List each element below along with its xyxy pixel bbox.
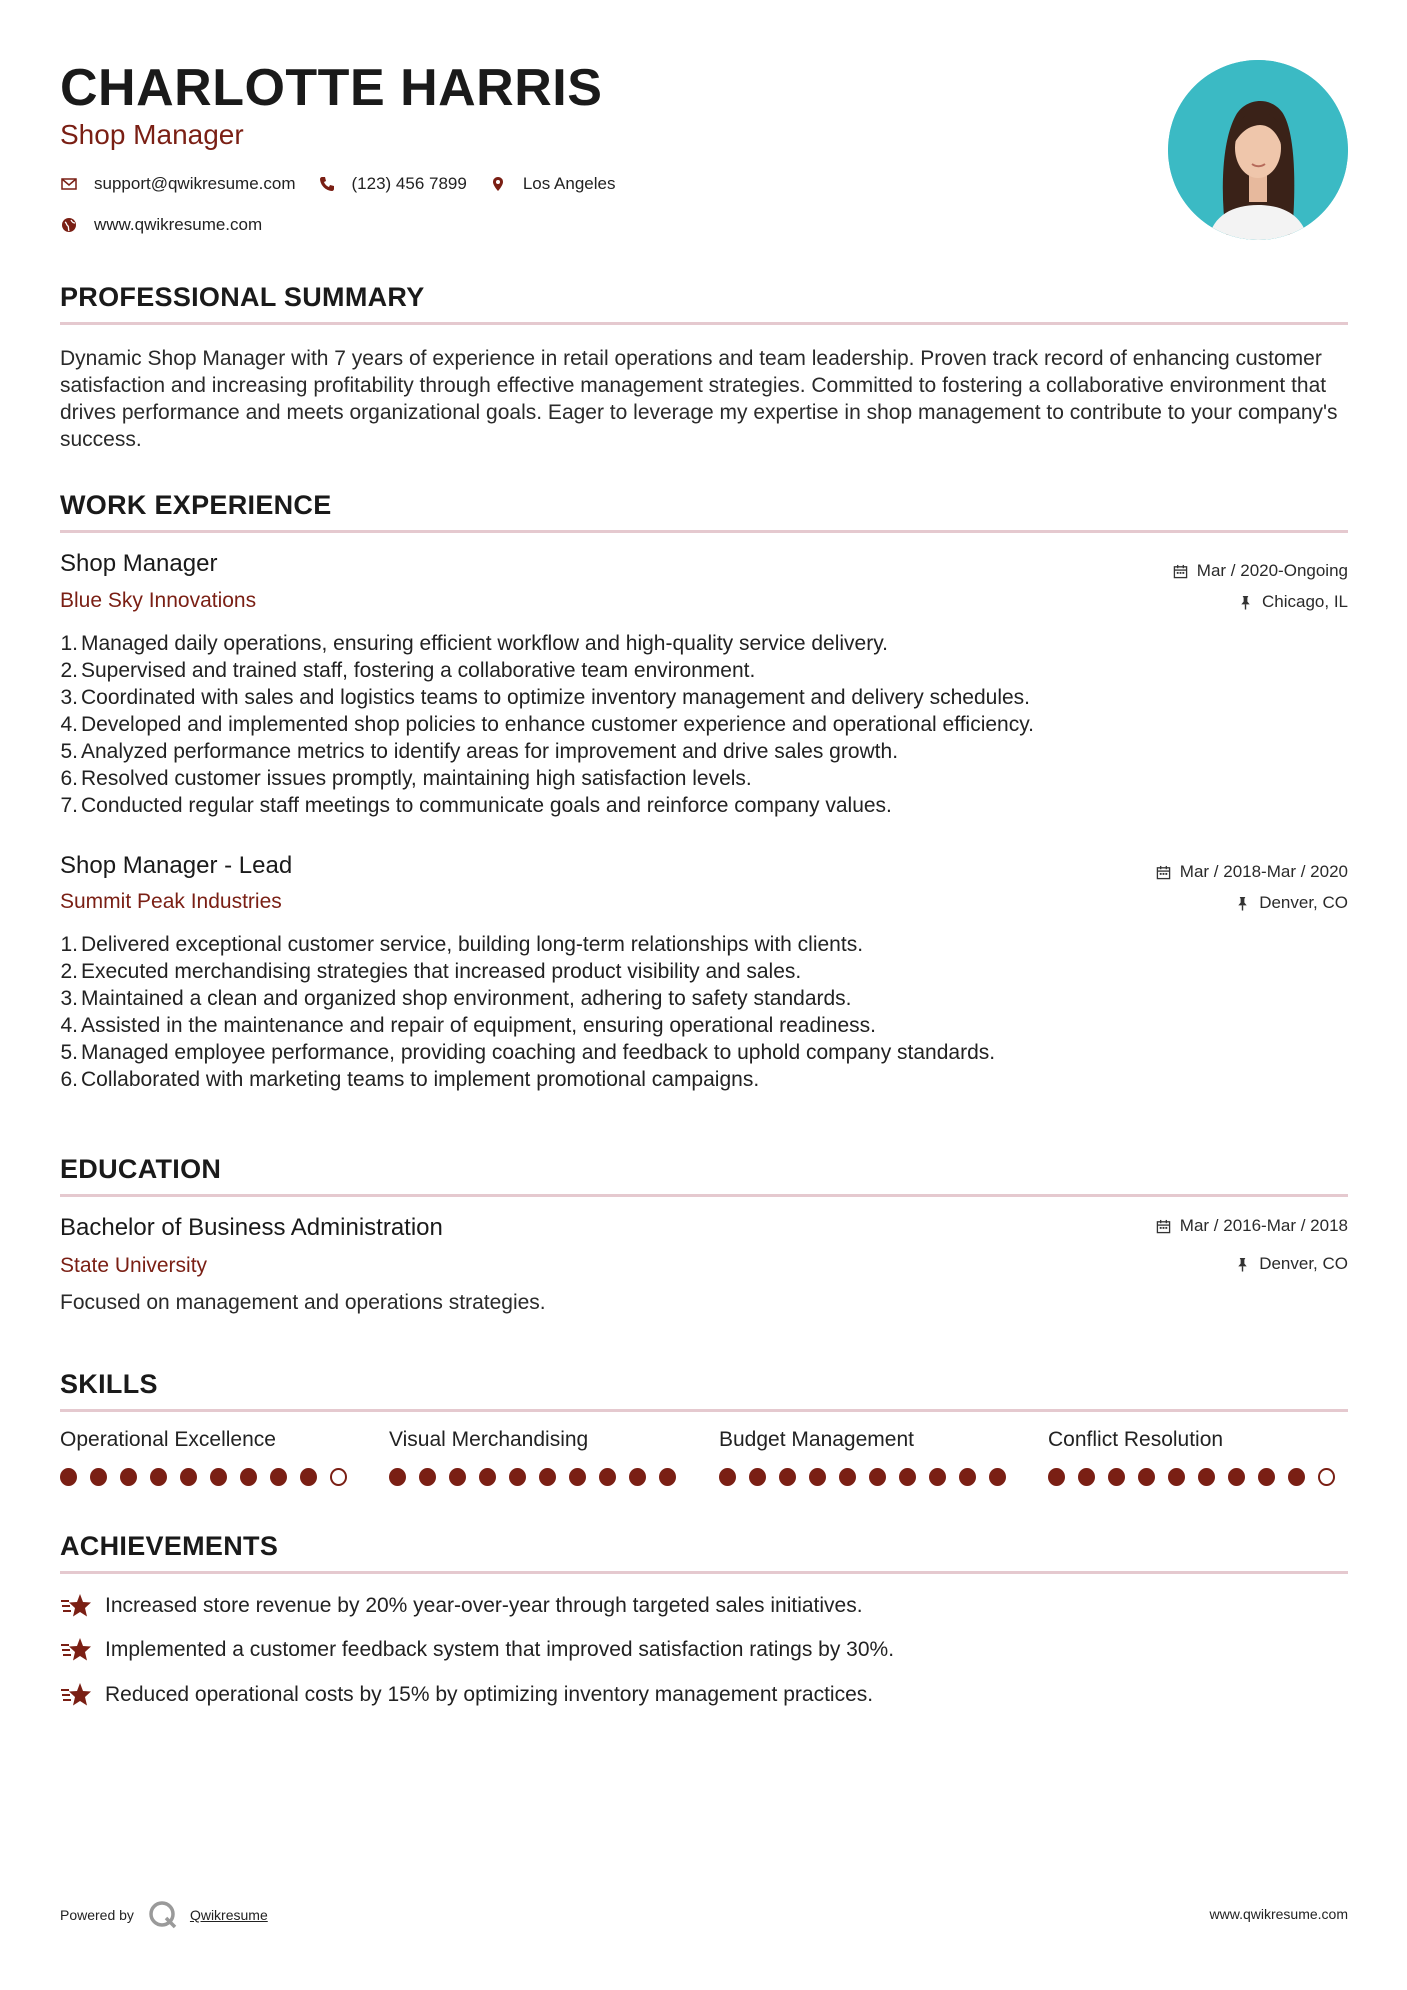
list-item: 5. Analyzed performance metrics to identify areas for improvement and drive sales growth. <box>60 740 899 763</box>
map-pin-icon <box>489 175 507 193</box>
rating-dot-filled <box>659 1468 676 1486</box>
contact-row-2 <box>60 215 284 235</box>
star-icon <box>60 1592 92 1620</box>
contact-phone[interactable] <box>318 174 467 194</box>
list-item: 2. Supervised and trained staff, fostering a collaborative team environment. <box>60 659 756 682</box>
list-item: 4. Developed and implemented shop policies to enhance customer experience and operational efficiency. <box>60 713 1034 736</box>
skill-rating <box>719 1468 1019 1486</box>
section-divider <box>60 1194 1348 1197</box>
degree-title: Bachelor of Business Administration <box>60 1214 443 1241</box>
candidate-title: Shop Manager <box>60 119 244 150</box>
job-location-text: Denver, CO <box>1259 893 1348 912</box>
rating-dot-filled <box>839 1468 856 1486</box>
skill-rating <box>1048 1468 1348 1486</box>
rating-dot-filled <box>509 1468 526 1486</box>
experience-heading: WORK EXPERIENCE <box>60 490 332 520</box>
achievements-heading: ACHIEVEMENTS <box>60 1531 279 1561</box>
star-icon <box>60 1681 92 1709</box>
rating-dot-filled <box>1108 1468 1125 1486</box>
location-text: Los Angeles <box>522 174 616 193</box>
skill-item <box>719 1428 1019 1486</box>
rating-dot-filled <box>150 1468 167 1486</box>
list-item: 2. Executed merchandising strategies that increased product visibility and sales. <box>60 960 802 983</box>
qwikresume-link[interactable]: Qwikresume <box>189 1907 268 1923</box>
rating-dot-filled <box>569 1468 586 1486</box>
school-name: State University <box>60 1254 208 1277</box>
summary-text: Dynamic Shop Manager with 7 years of experience in retail operations and team leadership. Proven track record of enhancing customer satisfaction and increasing profitability through effective management strategies. Committed to fostering a collaborative environment that drives performance and meets organizational goals. Eager to leverage my expertise in shop management to contribute to your company's success. <box>60 347 1338 451</box>
job-title: Shop Manager - Lead <box>60 852 293 879</box>
rating-dot-filled <box>1078 1468 1095 1486</box>
phone-icon <box>318 175 336 193</box>
calendar-icon <box>1173 564 1188 579</box>
achievement-item <box>60 1681 873 1709</box>
job-dates-text: Mar / 2020-Ongoing <box>1196 561 1348 580</box>
job-dates-text: Mar / 2018-Mar / 2020 <box>1179 862 1348 881</box>
star-icon <box>60 1636 92 1664</box>
rating-dot-filled <box>779 1468 796 1486</box>
rating-dot-filled <box>749 1468 766 1486</box>
contact-row <box>60 174 637 194</box>
achievement-item <box>60 1592 863 1620</box>
rating-dot-filled <box>300 1468 317 1486</box>
rating-dot-filled <box>90 1468 107 1486</box>
job-bullets <box>52 931 1352 1093</box>
list-item: 1. Managed daily operations, ensuring efficient workflow and high-quality service delivery. <box>60 632 888 655</box>
job-location-text: Chicago, IL <box>1262 592 1348 611</box>
skill-item <box>389 1428 689 1486</box>
powered-by-label: Powered by <box>60 1907 134 1923</box>
education-dates <box>1156 1216 1348 1236</box>
company-name: Summit Peak Industries <box>60 890 282 913</box>
rating-dot-filled <box>899 1468 916 1486</box>
job-dates <box>1173 561 1348 581</box>
qwikresume-logo-icon <box>148 1900 178 1930</box>
list-item: 3. Coordinated with sales and logistics teams to optimize inventory management and delivery schedules. <box>60 686 1030 709</box>
website-text: www.qwikresume.com <box>94 215 263 234</box>
achievement-item <box>60 1636 894 1664</box>
rating-dot-filled <box>929 1468 946 1486</box>
rating-dot-filled <box>270 1468 287 1486</box>
rating-dot-filled <box>809 1468 826 1486</box>
rating-dot-filled <box>1168 1468 1185 1486</box>
pushpin-icon <box>1235 1257 1250 1272</box>
rating-dot-filled <box>1228 1468 1245 1486</box>
section-divider <box>60 322 1348 325</box>
education-location <box>1235 1254 1348 1274</box>
achievement-text: Implemented a customer feedback system that improved satisfaction ratings by 30%. <box>105 1638 895 1661</box>
section-divider <box>60 530 1348 533</box>
profile-photo <box>1168 60 1348 240</box>
rating-dot-filled <box>419 1468 436 1486</box>
list-item: 6. Collaborated with marketing teams to implement promotional campaigns. <box>60 1068 760 1091</box>
achievement-text: Reduced operational costs by 15% by optimizing inventory management practices. <box>105 1683 874 1706</box>
company-name: Blue Sky Innovations <box>60 589 257 612</box>
globe-icon <box>60 216 78 234</box>
email-text: support@qwikresume.com <box>94 174 296 193</box>
rating-dot-filled <box>479 1468 496 1486</box>
rating-dot-filled <box>180 1468 197 1486</box>
rating-dot-filled <box>599 1468 616 1486</box>
skill-label: Operational Excellence <box>60 1428 276 1451</box>
envelope-icon <box>60 175 78 193</box>
rating-dot-filled <box>869 1468 886 1486</box>
list-item: 5. Managed employee performance, providing coaching and feedback to uphold company standards. <box>60 1041 996 1064</box>
skill-rating <box>60 1468 360 1486</box>
achievement-text: Increased store revenue by 20% year-over-year through targeted sales initiatives. <box>105 1594 863 1617</box>
phone-text: (123) 456 7899 <box>351 174 467 193</box>
pushpin-icon <box>1235 896 1250 911</box>
rating-dot-empty <box>330 1468 347 1486</box>
rating-dot-filled <box>1258 1468 1275 1486</box>
rating-dot-filled <box>1288 1468 1305 1486</box>
job-title: Shop Manager <box>60 550 218 577</box>
list-item: 7. Conducted regular staff meetings to communicate goals and reinforce company values. <box>60 794 892 817</box>
candidate-name: CHARLOTTE HARRIS <box>60 59 603 117</box>
education-dates-text: Mar / 2016-Mar / 2018 <box>1179 1216 1348 1235</box>
education-note: Focused on management and operations strategies. <box>60 1291 546 1314</box>
skill-rating <box>389 1468 689 1486</box>
rating-dot-filled <box>959 1468 976 1486</box>
skill-item <box>60 1428 360 1486</box>
footer-powered-by <box>60 1900 268 1930</box>
footer-website[interactable]: www.qwikresume.com <box>1209 1906 1348 1922</box>
list-item: 1. Delivered exceptional customer service, building long-term relationships with clients. <box>60 933 864 956</box>
rating-dot-filled <box>1048 1468 1065 1486</box>
contact-location <box>489 174 616 194</box>
list-item: 6. Resolved customer issues promptly, maintaining high satisfaction levels. <box>60 767 752 790</box>
section-divider <box>60 1571 1348 1574</box>
job-location <box>1235 893 1348 913</box>
contact-website[interactable] <box>60 215 262 235</box>
skill-label: Conflict Resolution <box>1048 1428 1224 1451</box>
education-heading: EDUCATION <box>60 1154 222 1184</box>
rating-dot-filled <box>240 1468 257 1486</box>
skill-item <box>1048 1428 1348 1486</box>
rating-dot-filled <box>210 1468 227 1486</box>
rating-dot-filled <box>989 1468 1006 1486</box>
skill-label: Budget Management <box>719 1428 914 1451</box>
rating-dot-filled <box>60 1468 77 1486</box>
summary-heading: PROFESSIONAL SUMMARY <box>60 282 425 312</box>
pushpin-icon <box>1238 595 1253 610</box>
section-divider <box>60 1409 1348 1412</box>
skills-heading: SKILLS <box>60 1369 158 1399</box>
job-dates <box>1156 862 1348 882</box>
rating-dot-filled <box>449 1468 466 1486</box>
skill-label: Visual Merchandising <box>389 1428 589 1451</box>
job-location <box>1238 592 1348 612</box>
rating-dot-filled <box>719 1468 736 1486</box>
rating-dot-empty <box>1318 1468 1335 1486</box>
calendar-icon <box>1156 865 1171 880</box>
rating-dot-filled <box>1138 1468 1155 1486</box>
contact-email[interactable] <box>60 174 296 194</box>
job-bullets <box>52 630 1352 819</box>
rating-dot-filled <box>389 1468 406 1486</box>
education-location-text: Denver, CO <box>1259 1254 1348 1273</box>
list-item: 3. Maintained a clean and organized shop environment, adhering to safety standards. <box>60 987 852 1010</box>
rating-dot-filled <box>539 1468 556 1486</box>
calendar-icon <box>1156 1219 1171 1234</box>
rating-dot-filled <box>629 1468 646 1486</box>
rating-dot-filled <box>120 1468 137 1486</box>
rating-dot-filled <box>1198 1468 1215 1486</box>
list-item: 4. Assisted in the maintenance and repair of equipment, ensuring operational readiness. <box>60 1014 876 1037</box>
